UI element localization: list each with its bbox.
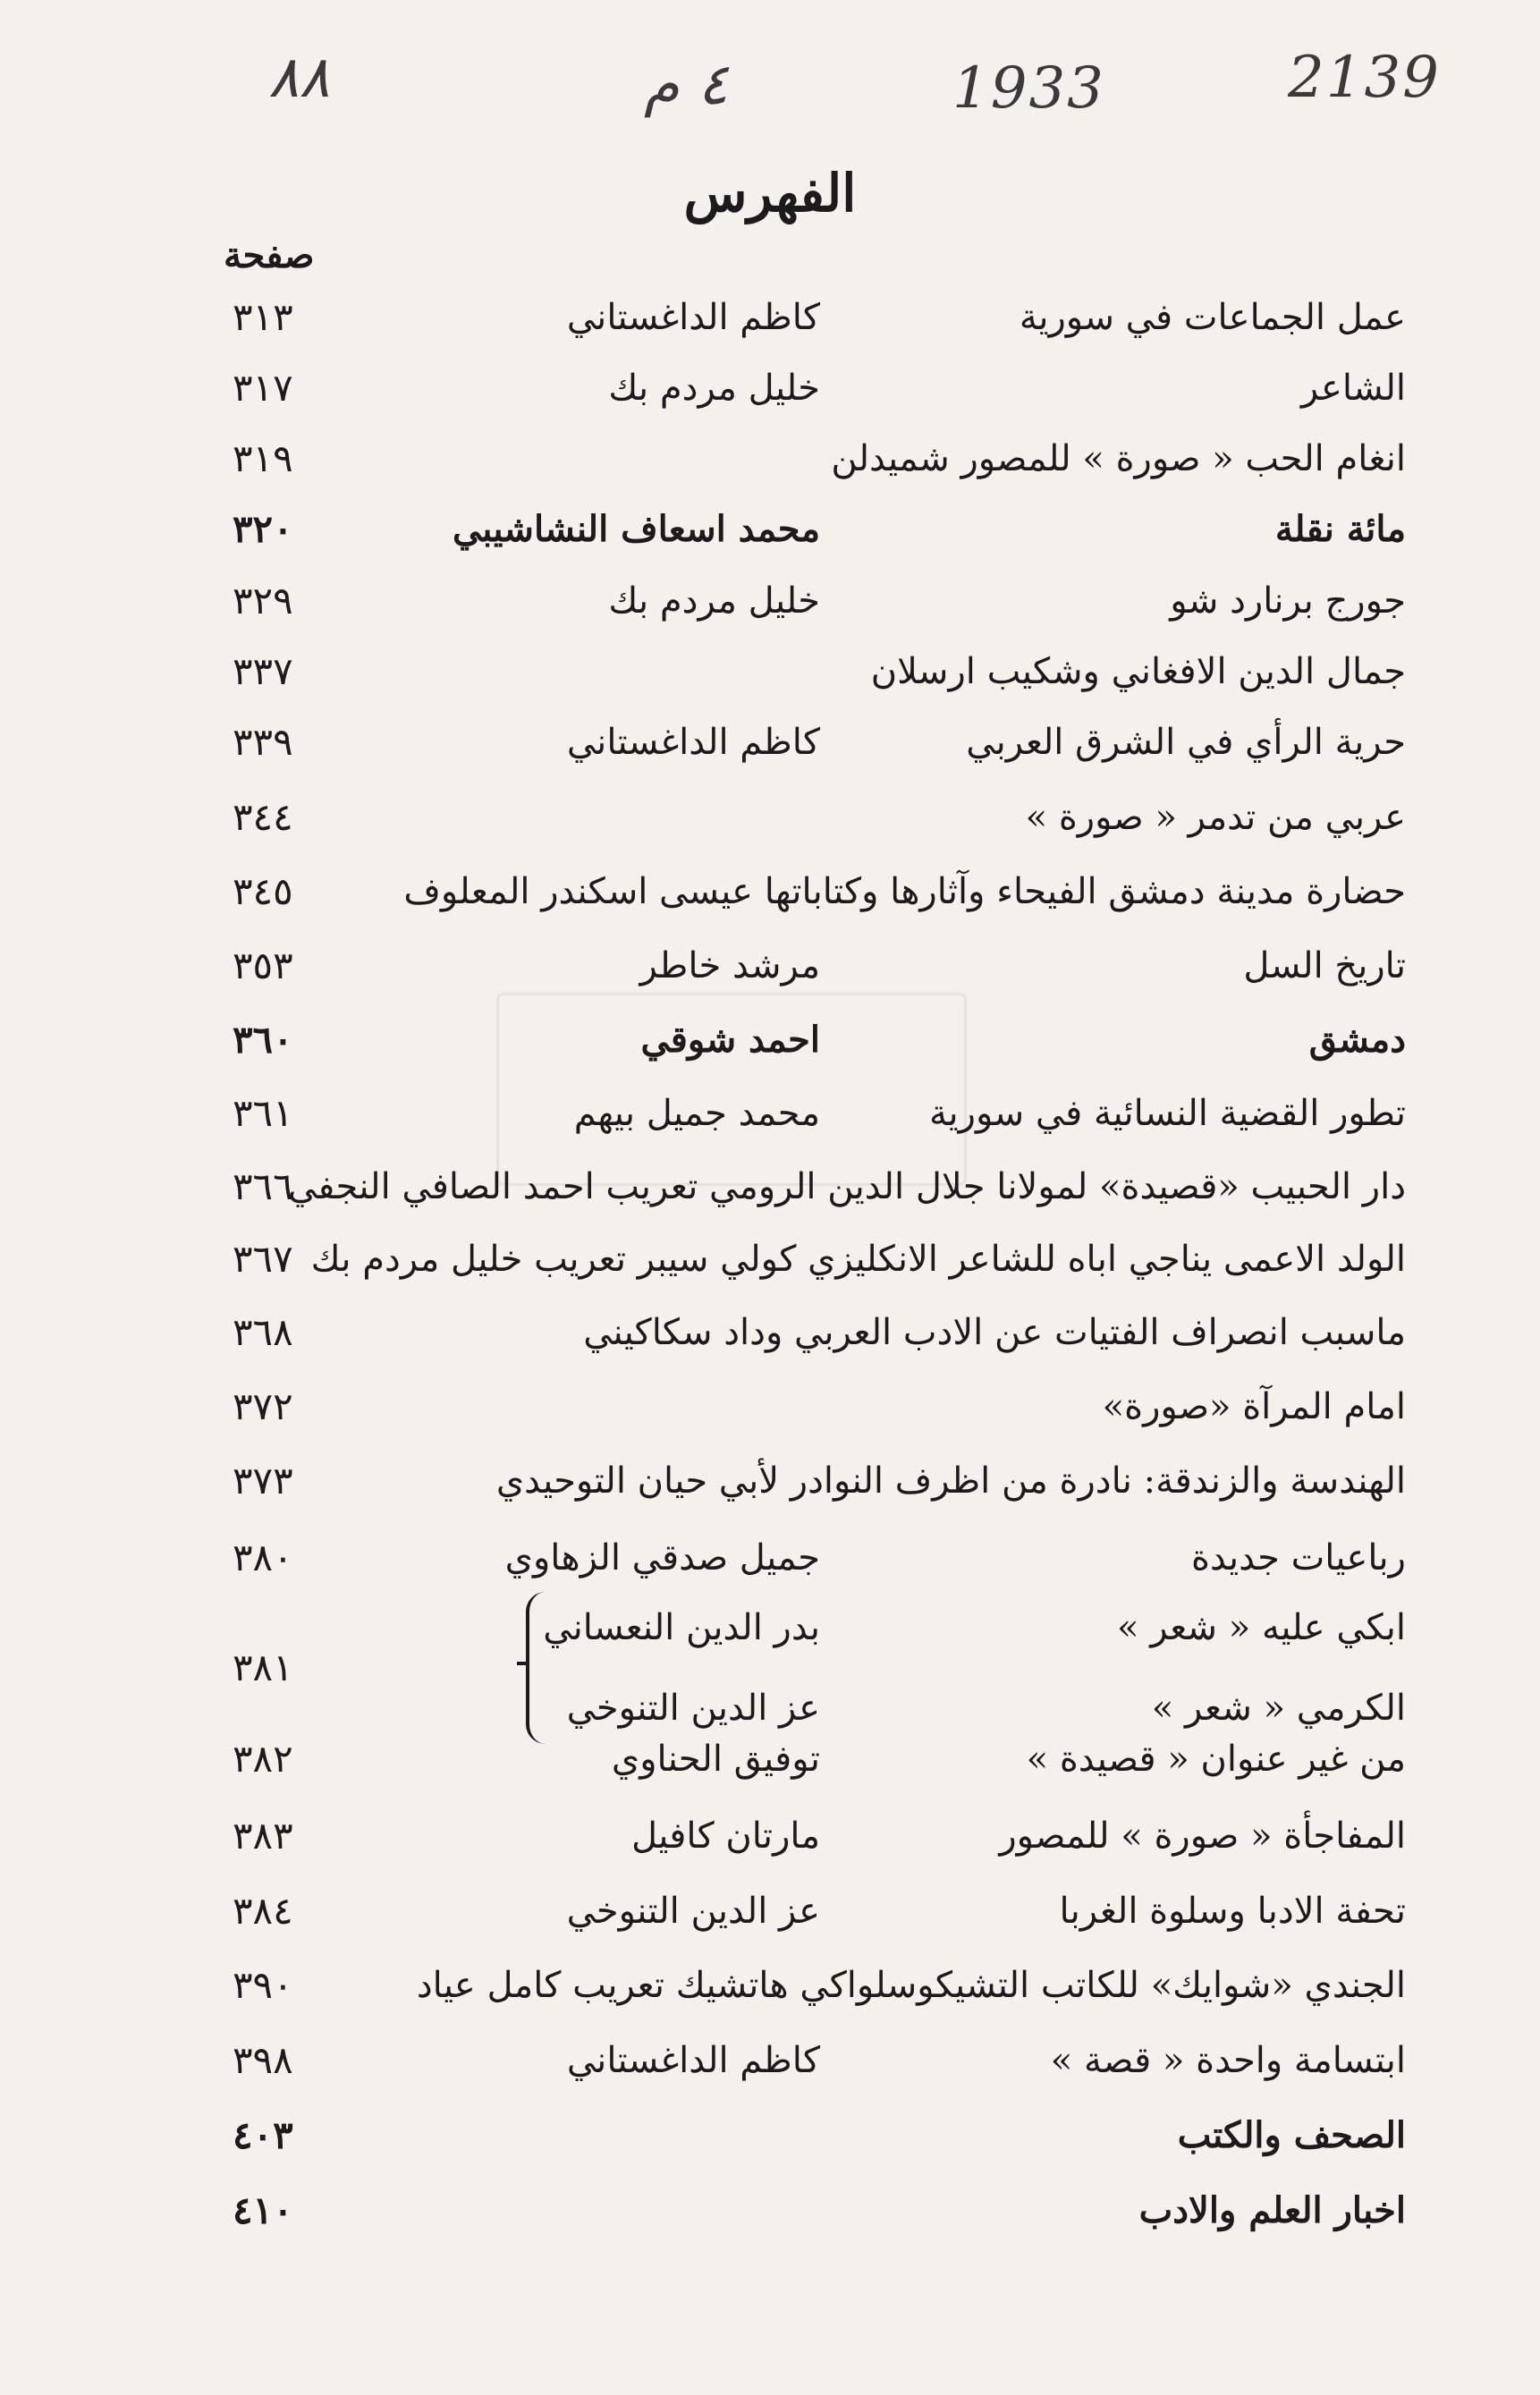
toc-entry	[0, 854, 1540, 929]
toc-entry	[0, 1590, 1540, 1665]
entry-page: ٣٩٨	[233, 2038, 293, 2082]
entry-page: ٣٤٤	[233, 795, 293, 839]
entry-title: الولد الاعمى يناجي اباه للشاعر الانكليزي كولي سيبر تعريب خليل مردم بك	[310, 1239, 1406, 1280]
entry-title: ابكي عليه « شعر »	[1117, 1607, 1406, 1648]
toc-entry	[0, 563, 1540, 639]
toc-entry	[0, 351, 1540, 426]
entry-page: ٣٢٠	[233, 507, 293, 551]
entry-page: ٣٥٣	[233, 944, 293, 987]
entry-title: تحفة الادبا وسلوة الغربا	[1059, 1891, 1406, 1932]
toc-entry	[0, 1948, 1540, 2023]
entry-title: جورج برنارد شو	[1170, 580, 1406, 622]
entry-author: محمد جميل بيهم	[573, 1093, 820, 1134]
entry-page: ٣٨١	[233, 1646, 293, 1689]
entry-author: كاظم الداغستاني	[566, 297, 820, 338]
entry-author: احمد شوقي	[640, 1019, 820, 1061]
entry-title: المفاجأة « صورة » للمصور	[999, 1815, 1406, 1857]
entry-title: انغام الحب « صورة » للمصور شميدلن	[831, 438, 1406, 479]
entry-page: ٣٧٣	[233, 1459, 293, 1502]
handwritten-year: 1933	[952, 55, 1105, 122]
entry-title: رباعيات جديدة	[1191, 1537, 1406, 1578]
entry-page: ٣٢٩	[233, 579, 293, 622]
entry-title: ابتسامة واحدة « قصة »	[1050, 2040, 1406, 2081]
entry-page: ٣٣٧	[233, 649, 293, 693]
toc-entry	[0, 928, 1540, 1003]
entry-page: ٣٨٤	[233, 1889, 293, 1933]
handwritten-volume: ٤ م	[644, 52, 729, 118]
entry-author: عز الدين التنوخي	[566, 1688, 820, 1729]
entry-page: ٣١٩	[233, 436, 293, 480]
toc-entry	[0, 780, 1540, 855]
entry-author: كاظم الداغستاني	[566, 722, 820, 763]
entry-title: حرية الرأي في الشرق العربي	[966, 722, 1406, 763]
entry-author: عز الدين التنوخي	[566, 1891, 820, 1932]
entry-page: ٣٨٣	[233, 1814, 293, 1858]
entry-author: بدر الدين النعساني	[543, 1607, 820, 1648]
toc-entry	[0, 2098, 1540, 2173]
page-column-header: صفحة	[224, 234, 315, 276]
entry-page: ٤٠٣	[233, 2113, 293, 2157]
toc-entry	[0, 1003, 1540, 1078]
entry-author: مارتان كافيل	[630, 1815, 820, 1857]
entry-title: الهندسة والزندقة: نادرة من اظرف النوادر لأبي حيان التوحيدي	[495, 1460, 1406, 1502]
entry-page: ٣١٧	[233, 366, 293, 410]
entry-title: ماسبب انصراف الفتيات عن الادب العربي وداد سكاكيني	[583, 1312, 1406, 1353]
toc-entry	[0, 421, 1540, 496]
entry-title: مائة نقلة	[1274, 508, 1406, 550]
toc-entry	[0, 1798, 1540, 1874]
toc-entry	[0, 1222, 1540, 1297]
entry-page: ٣٦٨	[233, 1310, 293, 1354]
handwritten-catalog-number: 2139	[1288, 45, 1441, 111]
toc-entry	[0, 1874, 1540, 1949]
entry-title: اخبار العلم والادب	[1138, 2189, 1406, 2231]
toc-entry	[0, 1443, 1540, 1519]
entry-title: تاريخ السل	[1243, 945, 1406, 986]
entry-title: حضارة مدينة دمشق الفيحاء وآثارها وكتاباتها عيسى اسكندر المعلوف	[403, 871, 1406, 912]
entry-title: الكرمي « شعر »	[1151, 1688, 1406, 1729]
entry-page: ٣٨٠	[233, 1536, 293, 1579]
toc-entry	[0, 634, 1540, 709]
entry-page: ٣٦٦	[233, 1164, 293, 1208]
entry-title: دمشق	[1308, 1019, 1406, 1061]
entry-author: خليل مردم بك	[608, 580, 820, 622]
entry-title: تطور القضية النسائية في سورية	[929, 1093, 1406, 1134]
entry-page: ٤١٠	[233, 2188, 293, 2232]
toc-entry	[0, 705, 1540, 780]
entry-title: امام المرآة «صورة»	[1102, 1386, 1406, 1427]
entry-title: جمال الدين الافغاني وشكيب ارسلان	[870, 651, 1406, 692]
toc-entry	[0, 2173, 1540, 2248]
entry-page: ٣١٣	[233, 295, 293, 339]
entry-author: مرشد خاطر	[639, 945, 820, 986]
entry-title: الصحف والكتب	[1177, 2114, 1406, 2156]
toc-entry	[0, 2023, 1540, 2098]
entry-page: ٣٩٠	[233, 1963, 293, 2007]
toc-entry	[0, 1722, 1540, 1797]
entry-page: ٣٧٢	[233, 1384, 293, 1428]
entry-title: من غير عنوان « قصيدة »	[1026, 1739, 1406, 1780]
entry-title: عربي من تدمر « صورة »	[1025, 797, 1406, 838]
entry-page: ٣٦٧	[233, 1237, 293, 1281]
toc-entry	[0, 492, 1540, 567]
entry-title: عمل الجماعات في سورية	[1019, 297, 1406, 338]
entry-page: ٣٦١	[233, 1091, 293, 1135]
toc-entry	[0, 1520, 1540, 1595]
toc-entry	[0, 1369, 1540, 1444]
entry-page: ٣٨٢	[233, 1737, 293, 1781]
toc-entry	[0, 280, 1540, 355]
entry-page: ٣٤٥	[233, 869, 293, 913]
entry-author: خليل مردم بك	[608, 368, 820, 409]
entry-page: ٣٣٩	[233, 720, 293, 764]
toc-entry	[0, 1295, 1540, 1370]
entry-author: توفيق الحناوي	[611, 1739, 820, 1780]
entry-author: محمد اسعاف النشاشيبي	[452, 508, 820, 550]
toc-entry	[0, 1149, 1540, 1224]
page-title: الفهرس	[683, 163, 857, 224]
entry-author: جميل صدقي الزهاوي	[504, 1537, 820, 1578]
entry-page: ٣٦٠	[233, 1018, 293, 1062]
entry-title: الجندي «شوايك» للكاتب التشيكوسلواكي هاتشيك تعريب كامل عياد	[416, 1965, 1406, 2006]
handwritten-number: ٨٨	[268, 45, 330, 111]
toc-entry	[0, 1076, 1540, 1151]
entry-title: دار الحبيب «قصيدة» لمولانا جلال الدين الرومي تعريب احمد الصافي النجفي	[287, 1166, 1406, 1207]
entry-author: كاظم الداغستاني	[566, 2040, 820, 2081]
entry-title: الشاعر	[1300, 368, 1406, 409]
